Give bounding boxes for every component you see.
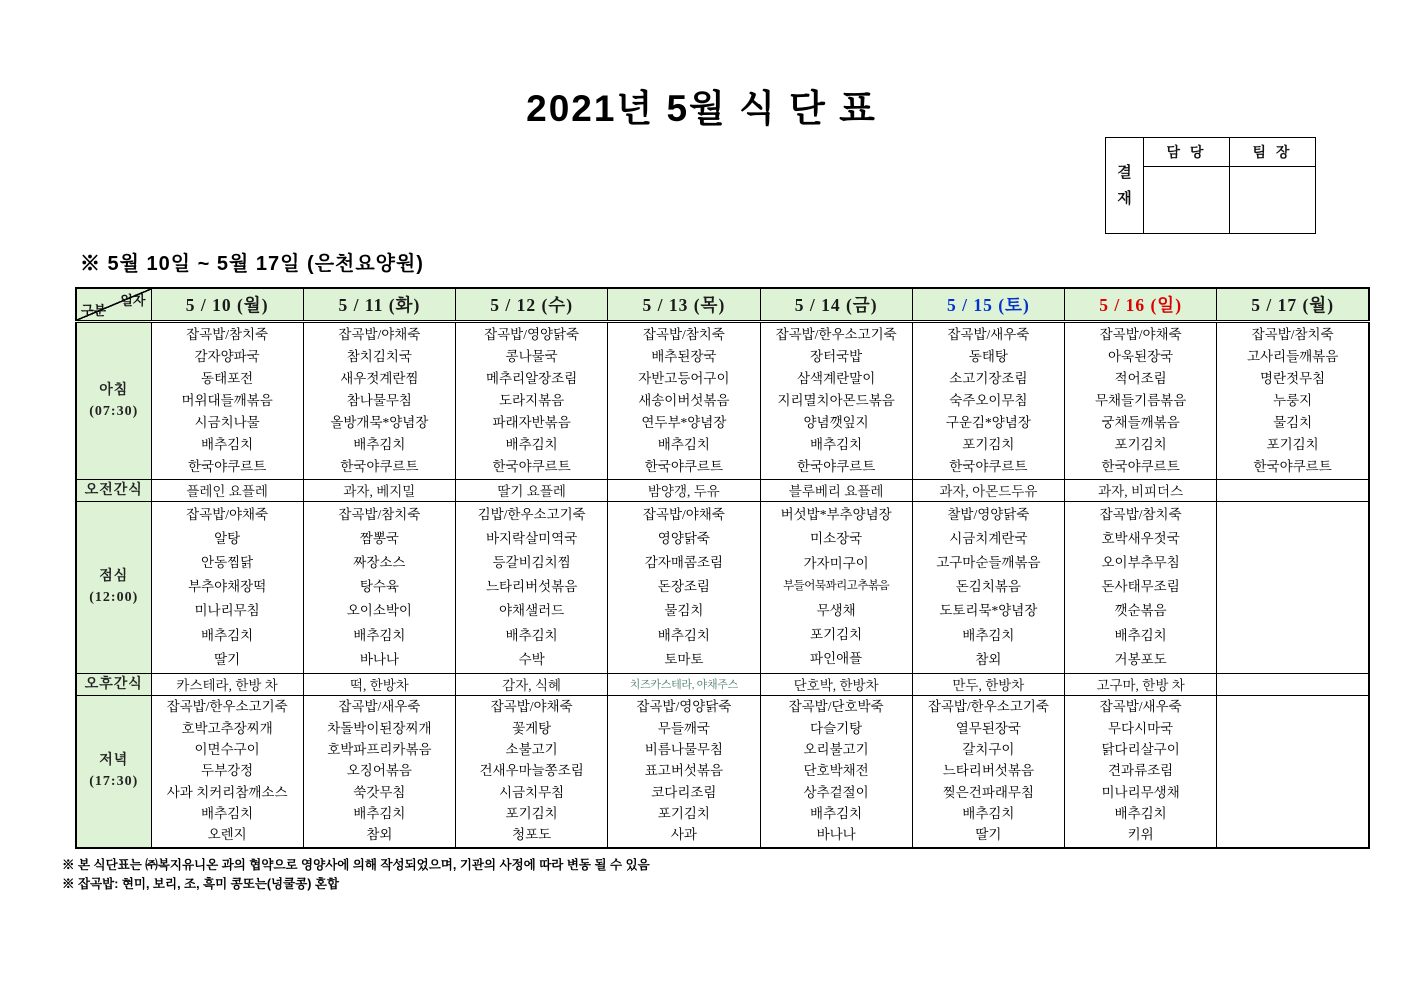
corner-category-label: 구분 — [81, 302, 107, 318]
menu-item: 건새우마늘쫑조림 — [479, 763, 584, 779]
menu-item: 잡곡밥/새우죽 — [338, 699, 421, 715]
dinner-cell-3 — [608, 695, 760, 848]
menu-item: 명란젓무침 — [1260, 370, 1326, 386]
row-label-dinner: 저녁 (17:30) — [76, 695, 151, 848]
menu-item: 사과 — [670, 827, 697, 843]
menu-item: 호박새우젓국 — [1101, 530, 1180, 546]
breakfast-cell-0 — [151, 321, 303, 479]
snack-item: 과자, 베지밀 — [343, 484, 416, 499]
menu-item: 가자미구이 — [803, 555, 869, 571]
menu-item: 미나리무침 — [194, 603, 260, 619]
menu-item: 단호박채전 — [803, 763, 869, 779]
approval-sign-cell — [1144, 167, 1230, 234]
menu-item: 물김치 — [664, 603, 704, 619]
dinner-cell-6 — [1065, 695, 1217, 848]
menu-item: 오렌지 — [207, 827, 247, 843]
menu-item: 삼색계란말이 — [797, 370, 876, 386]
menu-item: 포기김치 — [1114, 436, 1167, 452]
menu-item: 배추김치 — [657, 627, 710, 643]
menu-item: 짬뽕국 — [359, 530, 399, 546]
menu-item: 궁채들깨볶음 — [1101, 414, 1180, 430]
menu-item: 무채들기름볶음 — [1094, 392, 1187, 408]
menu-item: 양념깻잎지 — [803, 414, 869, 430]
menu-item: 열무된장국 — [955, 720, 1021, 736]
breakfast-cell-5 — [912, 321, 1064, 479]
menu-item: 느타리버섯볶음 — [942, 763, 1035, 779]
snack-item: 떡, 한방차 — [349, 678, 409, 693]
menu-item: 오이소박이 — [346, 603, 412, 619]
menu-item: 올방개묵*양념장 — [330, 414, 429, 430]
menu-item: 꽃게탕 — [512, 720, 552, 736]
menu-item: 배추된장국 — [651, 348, 717, 364]
menu-item: 잡곡밥/참치죽 — [186, 326, 269, 342]
menu-item: 잡곡밥/야채죽 — [186, 506, 269, 522]
menu-item: 감자양파국 — [194, 348, 260, 364]
menu-item: 두부강정 — [201, 763, 254, 779]
row-breakfast — [76, 321, 1369, 479]
menu-item: 한국야쿠르트 — [188, 458, 267, 474]
menu-item: 포기김치 — [962, 436, 1015, 452]
menu-item: 찰밥/영양닭죽 — [947, 506, 1030, 522]
menu-item: 잡곡밥/참치죽 — [338, 506, 421, 522]
menu-item: 포기김치 — [810, 627, 863, 643]
menu-item: 깻순볶음 — [1114, 603, 1167, 619]
menu-item: 호박파프리카볶음 — [327, 741, 432, 757]
menu-item: 수박 — [518, 651, 545, 667]
breakfast-cell-4 — [760, 321, 912, 479]
menu-item: 바지락살미역국 — [485, 530, 578, 546]
menu-item: 잡곡밥/새우죽 — [947, 326, 1030, 342]
subtitle: ※ 5월 10일 ~ 5월 17일 (은천요양원) — [80, 253, 424, 275]
menu-item: 장터국밥 — [810, 348, 863, 364]
menu-item: 파래자반볶음 — [492, 414, 571, 430]
menu-item: 탕수육 — [359, 579, 399, 595]
menu-item: 오징어볶음 — [346, 763, 412, 779]
lunch-cell-4 — [760, 501, 912, 673]
row-morning-snack — [76, 479, 1369, 501]
menu-item: 잡곡밥/참치죽 — [642, 326, 725, 342]
dinner-cell-4 — [760, 695, 912, 848]
menu-item: 무들깨국 — [657, 720, 710, 736]
menu-item: 바나나 — [816, 827, 856, 843]
menu-item: 참외 — [975, 651, 1002, 667]
menu-item: 지리멸치아몬드볶음 — [777, 392, 895, 408]
menu-item: 메추리알장조림 — [485, 370, 578, 386]
menu-item: 배추김치 — [1114, 627, 1167, 643]
menu-item: 차돌박이된장찌개 — [327, 720, 432, 736]
menu-item: 한국야쿠르트 — [949, 458, 1028, 474]
menu-item: 배추김치 — [201, 805, 254, 821]
menu-item: 연두부*양념장 — [641, 414, 727, 430]
menu-item: 잡곡밥/한우소고기죽 — [166, 699, 288, 715]
menu-item: 참나물무침 — [346, 392, 412, 408]
menu-item: 참치김치국 — [346, 348, 412, 364]
breakfast-cell-7 — [1217, 321, 1369, 479]
menu-item: 잡곡밥/단호박죽 — [788, 699, 884, 715]
menu-item: 잡곡밥/한우소고기죽 — [927, 699, 1049, 715]
menu-item: 콩나물국 — [505, 348, 558, 364]
snack-item: 고구마, 한방 차 — [1096, 678, 1185, 693]
approval-col-teamjang: 팀 장 — [1230, 138, 1316, 167]
snack-item: 플레인 요플레 — [186, 484, 268, 499]
afternoon-snack-cell-6 — [1065, 673, 1217, 695]
menu-item: 부추야채장떡 — [188, 579, 267, 595]
menu-item: 야채샐러드 — [499, 603, 565, 619]
row-afternoon-snack — [76, 673, 1369, 695]
corner-date-label: 일자 — [120, 293, 146, 308]
date-header-2: 5 / 12 (수) — [456, 288, 608, 321]
snack-item: 단호박, 한방차 — [793, 678, 879, 693]
menu-item: 찢은건파래무침 — [942, 784, 1035, 800]
snack-item: 감자, 식혜 — [502, 678, 562, 693]
meal-table — [75, 287, 1370, 849]
approval-stamp-label: 결재 — [1106, 138, 1144, 234]
menu-item: 토마토 — [664, 651, 704, 667]
menu-item: 도라지볶음 — [499, 392, 565, 408]
menu-item: 한국야쿠르트 — [1101, 458, 1180, 474]
snack-item: 카스테라, 한방 차 — [176, 678, 278, 693]
breakfast-cell-3 — [608, 321, 760, 479]
approval-box — [1105, 137, 1316, 234]
menu-item: 참외 — [366, 827, 393, 843]
menu-item: 딸기 — [975, 827, 1002, 843]
menu-item: 배추김치 — [810, 805, 863, 821]
menu-item: 감자매콤조림 — [644, 555, 723, 571]
menu-item: 배추김치 — [962, 805, 1015, 821]
snack-item: 만두, 한방차 — [952, 678, 1025, 693]
dinner-cell-2 — [456, 695, 608, 848]
menu-item: 동태탕 — [968, 348, 1008, 364]
menu-item: 소불고기 — [505, 741, 558, 757]
menu-item: 배추김치 — [657, 436, 710, 452]
menu-item: 포기김치 — [505, 805, 558, 821]
dinner-cell-7 — [1217, 695, 1369, 848]
lunch-cell-7 — [1217, 501, 1369, 673]
menu-item: 상추겉절이 — [803, 784, 869, 800]
row-label-lunch: 점심 (12:00) — [76, 501, 151, 673]
morning-snack-cell-7 — [1217, 479, 1369, 501]
snack-item: 딸기 요플레 — [497, 484, 566, 499]
menu-item: 배추김치 — [353, 436, 406, 452]
snack-item: 치즈카스테라, 야채주스 — [629, 679, 738, 691]
lunch-cell-2 — [456, 501, 608, 673]
menu-item: 버섯밥*부추양념장 — [780, 506, 892, 522]
date-header-6: 5 / 16 (일) — [1065, 288, 1217, 321]
afternoon-snack-cell-1 — [303, 673, 455, 695]
menu-item: 미소장국 — [810, 531, 863, 547]
menu-item: 잡곡밥/야채죽 — [1099, 326, 1182, 342]
menu-item: 잡곡밥/야채죽 — [642, 506, 725, 522]
menu-item: 무생채 — [816, 602, 856, 618]
row-lunch — [76, 501, 1369, 673]
menu-item: 배추김치 — [962, 627, 1015, 643]
menu-item: 시금치계란국 — [949, 530, 1028, 546]
menu-item: 영양닭죽 — [657, 530, 710, 546]
menu-item: 숙주오이무침 — [949, 392, 1028, 408]
menu-item: 비름나물무침 — [644, 741, 723, 757]
corner-header — [76, 288, 151, 321]
menu-item: 느타리버섯볶음 — [485, 579, 578, 595]
menu-item: 갈치구이 — [962, 741, 1015, 757]
row-label-morning-snack: 오전간식 — [76, 479, 151, 501]
date-header-4: 5 / 14 (금) — [760, 288, 912, 321]
menu-item: 시금치무침 — [499, 784, 565, 800]
afternoon-snack-cell-3 — [608, 673, 760, 695]
menu-item: 오리불고기 — [803, 741, 869, 757]
menu-item: 포기김치 — [657, 805, 710, 821]
morning-snack-cell-6 — [1065, 479, 1217, 501]
lunch-cell-3 — [608, 501, 760, 673]
snack-item: 과자, 아몬드두유 — [939, 484, 1038, 499]
footnotes — [62, 856, 650, 894]
menu-item: 견과류조림 — [1108, 763, 1174, 779]
menu-item: 배추김치 — [353, 805, 406, 821]
menu-item: 한국야쿠르트 — [1253, 458, 1332, 474]
menu-item: 배추김치 — [505, 627, 558, 643]
approval-col-damdang: 담 당 — [1144, 138, 1230, 167]
menu-item: 한국야쿠르트 — [644, 458, 723, 474]
menu-item: 호박고추장찌개 — [181, 720, 273, 736]
menu-item: 물김치 — [1273, 414, 1313, 430]
menu-item: 구운김*양념장 — [945, 414, 1031, 430]
menu-item: 포기김치 — [1266, 436, 1319, 452]
lunch-cell-5 — [912, 501, 1064, 673]
menu-item: 동태포전 — [201, 370, 254, 386]
menu-item: 거봉포도 — [1114, 651, 1167, 667]
menu-item: 적어조림 — [1114, 370, 1167, 386]
afternoon-snack-cell-5 — [912, 673, 1064, 695]
menu-item: 잡곡밥/참치죽 — [1099, 506, 1182, 522]
menu-item: 닭다리살구이 — [1101, 741, 1180, 757]
menu-item: 짜장소스 — [353, 555, 406, 571]
menu-item: 부들어묵꽈리고추볶음 — [783, 580, 890, 593]
menu-item: 파인애플 — [810, 651, 863, 667]
lunch-cell-1 — [303, 501, 455, 673]
footnote-line: ※ 잡곡밥: 현미, 보리, 조, 흑미 콩또는(넝쿨콩) 혼합 — [62, 876, 340, 891]
afternoon-snack-cell-4 — [760, 673, 912, 695]
menu-item: 배추김치 — [505, 436, 558, 452]
menu-item: 잡곡밥/새우죽 — [1099, 699, 1182, 715]
menu-item: 다슬기탕 — [810, 720, 863, 736]
menu-item: 배추김치 — [1114, 805, 1167, 821]
breakfast-cell-2 — [456, 321, 608, 479]
dinner-cell-5 — [912, 695, 1064, 848]
menu-item: 쑥갓무침 — [353, 784, 406, 800]
afternoon-snack-cell-0 — [151, 673, 303, 695]
breakfast-cell-6 — [1065, 321, 1217, 479]
lunch-cell-6 — [1065, 501, 1217, 673]
date-header-7: 5 / 17 (월) — [1217, 288, 1369, 321]
menu-item: 아욱된장국 — [1108, 348, 1174, 364]
snack-item: 과자, 비피더스 — [1098, 484, 1184, 499]
menu-item: 배추김치 — [353, 627, 406, 643]
menu-item: 한국야쿠르트 — [340, 458, 419, 474]
menu-item: 소고기장조림 — [949, 370, 1028, 386]
breakfast-cell-1 — [303, 321, 455, 479]
menu-item: 무다시마국 — [1108, 720, 1174, 736]
menu-item: 잡곡밥/한우소고기죽 — [775, 326, 897, 342]
menu-item: 한국야쿠르트 — [797, 458, 876, 474]
menu-item: 키위 — [1127, 827, 1154, 843]
menu-item: 한국야쿠르트 — [492, 458, 571, 474]
menu-item: 고구마순들깨볶음 — [936, 555, 1041, 571]
row-label-breakfast: 아침 (07:30) — [76, 321, 151, 479]
afternoon-snack-cell-7 — [1217, 673, 1369, 695]
menu-item: 돈사태무조림 — [1101, 579, 1180, 595]
menu-item: 미나리무생채 — [1101, 784, 1180, 800]
footnote-line: ※ 본 식단표는 ㈜복지유니온 과의 협약으로 영양사에 의해 작성되었으며, 기관의 사정에 따라 변동 될 수 있음 — [62, 858, 650, 872]
menu-item: 코다리조림 — [651, 784, 717, 800]
approval-sign-cell — [1230, 167, 1316, 234]
dinner-cell-1 — [303, 695, 455, 848]
menu-item: 안동찜닭 — [201, 555, 254, 571]
menu-item: 김밥/한우소고기죽 — [477, 506, 586, 522]
date-header-3: 5 / 13 (목) — [608, 288, 760, 321]
menu-item: 배추김치 — [201, 436, 254, 452]
snack-item: 블루베리 요플레 — [788, 484, 884, 499]
menu-item: 누룽지 — [1273, 392, 1313, 408]
menu-item: 배추김치 — [201, 627, 254, 643]
menu-item: 잡곡밥/야채죽 — [338, 326, 421, 342]
date-header-1: 5 / 11 (화) — [303, 288, 455, 321]
menu-item: 잡곡밥/야채죽 — [490, 699, 573, 715]
snack-item: 밤양갱, 두유 — [647, 484, 720, 499]
menu-item: 청포도 — [512, 827, 552, 843]
menu-item: 새우젓계란찜 — [340, 370, 419, 386]
menu-item: 오이부추무침 — [1101, 555, 1180, 571]
date-header-0: 5 / 10 (월) — [151, 288, 303, 321]
menu-item: 잡곡밥/영양닭죽 — [484, 326, 580, 342]
menu-item: 자반고등어구이 — [638, 370, 730, 386]
page-title: 2021년 5월 식 단 표 — [526, 88, 877, 129]
menu-item: 돈김치볶음 — [955, 579, 1021, 595]
menu-item: 도토리묵*양념장 — [939, 603, 1038, 619]
menu-item: 잡곡밥/영양닭죽 — [636, 699, 732, 715]
morning-snack-cell-5 — [912, 479, 1064, 501]
menu-item: 딸기 — [214, 651, 241, 667]
row-dinner — [76, 695, 1369, 848]
menu-item: 이면수구이 — [194, 741, 260, 757]
menu-item: 등갈비김치찜 — [492, 555, 571, 571]
morning-snack-cell-1 — [303, 479, 455, 501]
menu-item: 머위대들깨볶음 — [181, 392, 273, 408]
lunch-cell-0 — [151, 501, 303, 673]
dinner-cell-0 — [151, 695, 303, 848]
menu-item: 알탕 — [214, 530, 241, 546]
menu-item: 고사리들깨볶음 — [1246, 348, 1339, 364]
row-label-afternoon-snack: 오후간식 — [76, 673, 151, 695]
menu-item: 잡곡밥/참치죽 — [1251, 326, 1334, 342]
menu-item: 시금치나물 — [194, 414, 260, 430]
date-header-5: 5 / 15 (토) — [912, 288, 1064, 321]
menu-item: 배추김치 — [810, 436, 863, 452]
morning-snack-cell-3 — [608, 479, 760, 501]
menu-item: 표고버섯볶음 — [644, 763, 723, 779]
menu-item: 사과 치커리참깨소스 — [166, 784, 288, 800]
morning-snack-cell-4 — [760, 479, 912, 501]
afternoon-snack-cell-2 — [456, 673, 608, 695]
menu-item: 새송이버섯볶음 — [638, 392, 730, 408]
morning-snack-cell-2 — [456, 479, 608, 501]
menu-item: 바나나 — [359, 651, 399, 667]
morning-snack-cell-0 — [151, 479, 303, 501]
menu-item: 돈장조림 — [657, 579, 710, 595]
